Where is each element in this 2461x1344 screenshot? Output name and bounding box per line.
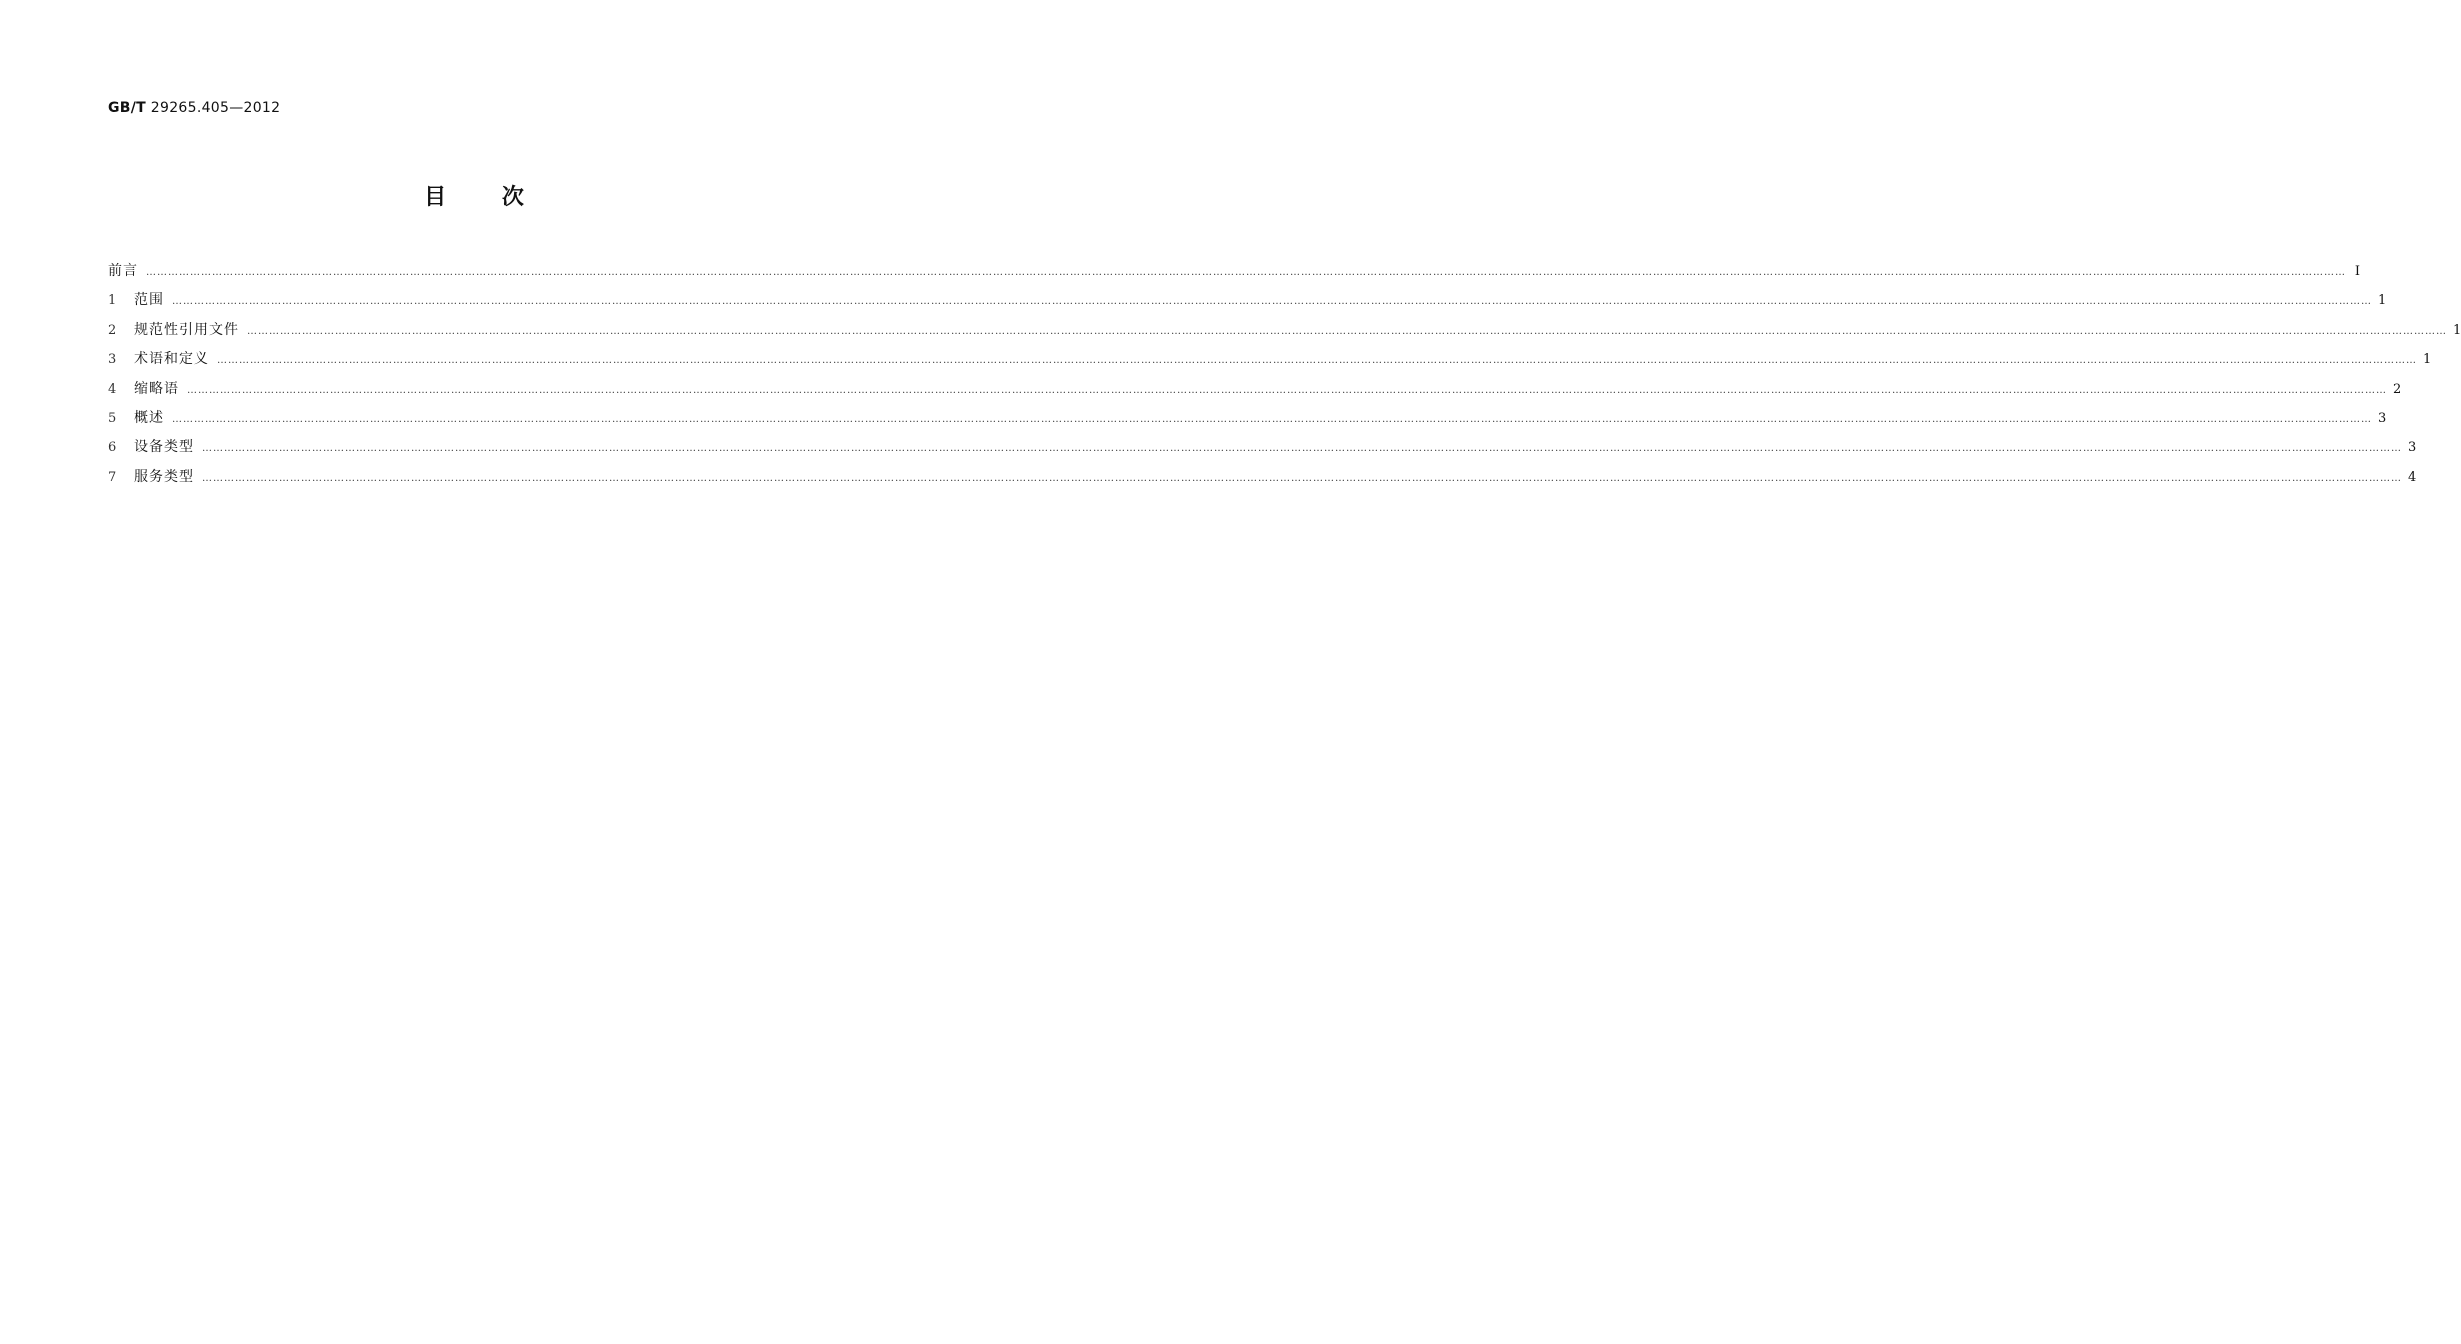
toc-entry-page: 4: [2408, 469, 2417, 485]
toc-entry-number: 1: [108, 293, 117, 309]
toc-entry-device-types[interactable]: [108, 435, 2417, 464]
toc-leader-dots: ……………………………………………………………………………………………………………………………………………………………………………………………………………………………………………………………………………………………………………………………………………………………………………………………………………………………………………………………………………………………………………………………………………………: [172, 296, 2372, 308]
toc-entry-page: Ⅰ: [2354, 264, 2360, 279]
toc-entry-label: 设备类型: [134, 439, 194, 456]
standard-id: 29265.405—2012: [150, 100, 281, 116]
toc-entry-label: 服务类型: [134, 468, 194, 485]
toc-entry-label: 范围: [134, 292, 164, 309]
toc-entry-normative-references[interactable]: [108, 318, 2461, 347]
toc-leader-dots: ……………………………………………………………………………………………………………………………………………………………………………………………………………………………………………………………………………………………………………………………………………………………………………………………………………………………………………………………………………………………………………………………………………………: [217, 355, 2417, 367]
toc-leader-dots: ……………………………………………………………………………………………………………………………………………………………………………………………………………………………………………………………………………………………………………………………………………………………………………………………………………………………………………………………………………………………………………………………………………………: [202, 443, 2402, 455]
toc-entry-abbreviations[interactable]: [108, 377, 2402, 406]
toc-entry-page: 3: [2408, 440, 2417, 456]
toc-entry-scope[interactable]: [108, 288, 2387, 317]
toc-entry-number: 6: [108, 440, 117, 456]
toc-entry-page: 2: [2393, 381, 2402, 397]
toc-entry-page: 1: [2423, 352, 2432, 368]
toc-entry-page: 3: [2378, 410, 2387, 426]
toc-leader-dots: ……………………………………………………………………………………………………………………………………………………………………………………………………………………………………………………………………………………………………………………………………………………………………………………………………………………………………………………………………………………………………………………………………………………: [247, 325, 2447, 337]
toc-entry-number: 3: [108, 352, 117, 368]
toc-entry-page: 1: [2453, 322, 2461, 338]
table-of-contents: [108, 259, 2461, 494]
standard-number: [108, 100, 280, 116]
toc-entry-overview[interactable]: [108, 406, 2387, 435]
toc-entry-service-types[interactable]: [108, 465, 2417, 494]
toc-entry-number: 5: [108, 410, 117, 426]
toc-entry-label: 前言: [108, 263, 138, 279]
toc-entry-page: 1: [2378, 293, 2387, 309]
toc-entry-label: 规范性引用文件: [134, 321, 239, 338]
standard-code: GB/T: [108, 100, 147, 116]
toc-entry-number: 4: [108, 381, 117, 397]
toc-leader-dots: ……………………………………………………………………………………………………………………………………………………………………………………………………………………………………………………………………………………………………………………………………………………………………………………………………………………………………………………………………………………………………………………………………………………: [146, 267, 2346, 278]
toc-entry-foreword[interactable]: [108, 259, 2360, 288]
toc-entry-number: 2: [108, 322, 117, 338]
page-title: 目 次: [424, 185, 526, 210]
toc-entry-label: 概述: [134, 409, 164, 426]
toc-leader-dots: ……………………………………………………………………………………………………………………………………………………………………………………………………………………………………………………………………………………………………………………………………………………………………………………………………………………………………………………………………………………………………………………………………………………: [172, 413, 2372, 425]
toc-leader-dots: ……………………………………………………………………………………………………………………………………………………………………………………………………………………………………………………………………………………………………………………………………………………………………………………………………………………………………………………………………………………………………………………………………………………: [202, 472, 2402, 484]
toc-entry-number: 7: [108, 469, 117, 485]
toc-entry-label: 术语和定义: [134, 351, 209, 368]
toc-entry-label: 缩略语: [134, 380, 179, 397]
toc-entry-terms-definitions[interactable]: [108, 347, 2432, 376]
toc-leader-dots: ……………………………………………………………………………………………………………………………………………………………………………………………………………………………………………………………………………………………………………………………………………………………………………………………………………………………………………………………………………………………………………………………………………………: [187, 384, 2387, 396]
